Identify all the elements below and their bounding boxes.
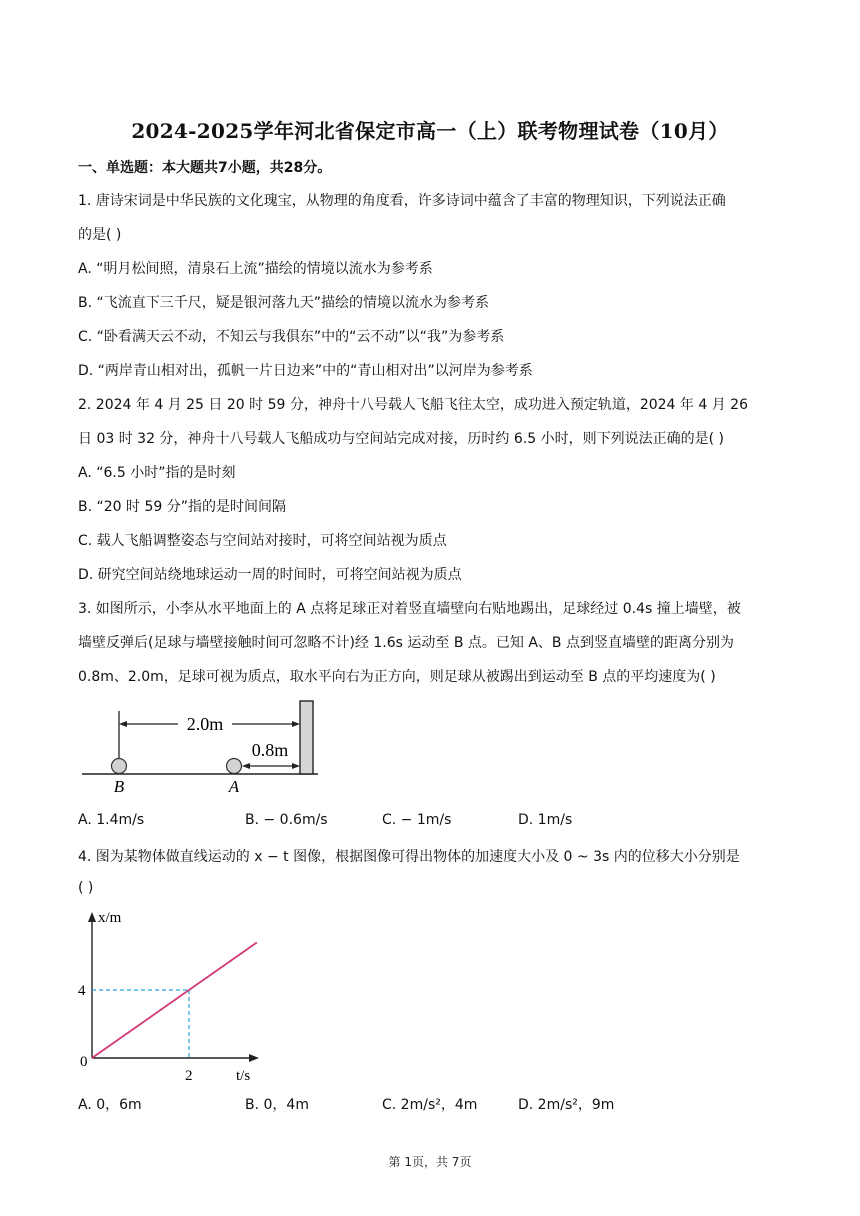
q3-option-b: B. − 0.6m/s [245,812,328,828]
y-axis-label: x/m [98,910,122,926]
q1-stem-line1: 1. 唐诗宋词是中华民族的文化瑰宝，从物理的角度看，许多诗词中蕴含了丰富的物理知识，下列说法正确 [78,193,726,209]
wall [300,701,313,774]
label-point-a: A [228,777,240,795]
q3-stem-line3: 0.8m、2.0m，足球可视为质点，取水平向右为正方向，则足球从被踢出到运动至 B 点的平均速度为( ) [78,669,716,685]
page-footer: 第 1页，共 7页 [388,1155,472,1169]
x-axis-arrow [249,1054,259,1062]
y-tick-label: 4 [78,983,86,999]
arrow-left-2m [119,721,127,727]
ball-a [227,759,242,774]
q4-option-c: C. 2m/s²，4m [382,1097,478,1113]
q3-figure [78,695,328,795]
q4-stem-line2: ( ) [78,880,94,896]
label-08m: 0.8m [251,740,289,760]
x-tick-label: 2 [185,1068,193,1084]
q1-option-a: A. “明月松间照，清泉石上流”描绘的情境以流水为参考系 [78,261,433,277]
q4-stem-line1: 4. 图为某物体做直线运动的 x − t 图像，根据图像可得出物体的加速度大小及 0 ~ 3s 内的位移大小分别是 [78,849,740,865]
q2-option-a: A. “6.5 小时”指的是时刻 [78,465,236,481]
q1-stem-line2: 的是( ) [78,227,122,243]
q2-stem-line1: 2. 2024 年 4 月 25 日 20 时 59 分，神舟十八号载人飞船飞往太空，成功进入预定轨道，2024 年 4 月 26 [78,397,748,413]
q2-option-d: D. 研究空间站绕地球运动一周的时间时，可将空间站视为质点 [78,567,462,583]
q3-option-a: A. 1.4m/s [78,812,145,828]
q3-option-c: C. − 1m/s [382,812,452,828]
q1-option-d: D. “两岸青山相对出，孤帆一片日边来”中的“青山相对出”以河岸为参考系 [78,363,533,379]
q1-option-b: B. “飞流直下三千尺，疑是银河落九天”描绘的情境以流水为参考系 [78,295,490,311]
q2-option-b: B. “20 时 59 分”指的是时间间隔 [78,499,286,515]
ball-b [112,759,127,774]
q3-stem-line2: 墙壁反弹后(足球与墙壁接触时间可忽略不计)经 1.6s 运动至 B 点。已知 A、B 点到竖直墙壁的距离分别为 [78,635,734,651]
q3-stem-line1: 3. 如图所示，小李从水平地面上的 A 点将足球正对着竖直墙壁向右贴地踢出，足球经过 0.4s 撞上墙壁，被 [78,601,741,617]
label-2m: 2.0m [186,714,224,734]
series-line [92,942,257,1058]
arrow-left-08m [242,763,250,769]
q4-option-a: A. 0，6m [78,1097,142,1113]
arrow-right-08m [292,763,300,769]
x-axis-label: t/s [236,1068,251,1084]
q4-option-d: D. 2m/s²，9m [518,1097,615,1113]
label-point-b: B [113,777,125,795]
arrow-right-2m [292,721,300,727]
q4-option-b: B. 0，4m [245,1097,309,1113]
q2-option-c: C. 载人飞船调整姿态与空间站对接时，可将空间站视为质点 [78,533,447,549]
q4-xt-chart [74,908,274,1084]
section-heading: 一、单选题：本大题共7小题，共28分。 [78,160,332,176]
q3-option-d: D. 1m/s [518,812,573,828]
y-axis-arrow [88,912,96,922]
page-title: 2024-2025学年河北省保定市高一（上）联考物理试卷（10月） [131,119,729,143]
q2-stem-line2: 日 03 时 32 分，神舟十八号载人飞船成功与空间站完成对接，历时约 6.5 小时，则下列说法正确的是( ) [78,431,724,447]
origin-label: 0 [80,1054,88,1070]
q1-option-c: C. “卧看满天云不动，不知云与我俱东”中的“云不动”以“我”为参考系 [78,329,505,345]
